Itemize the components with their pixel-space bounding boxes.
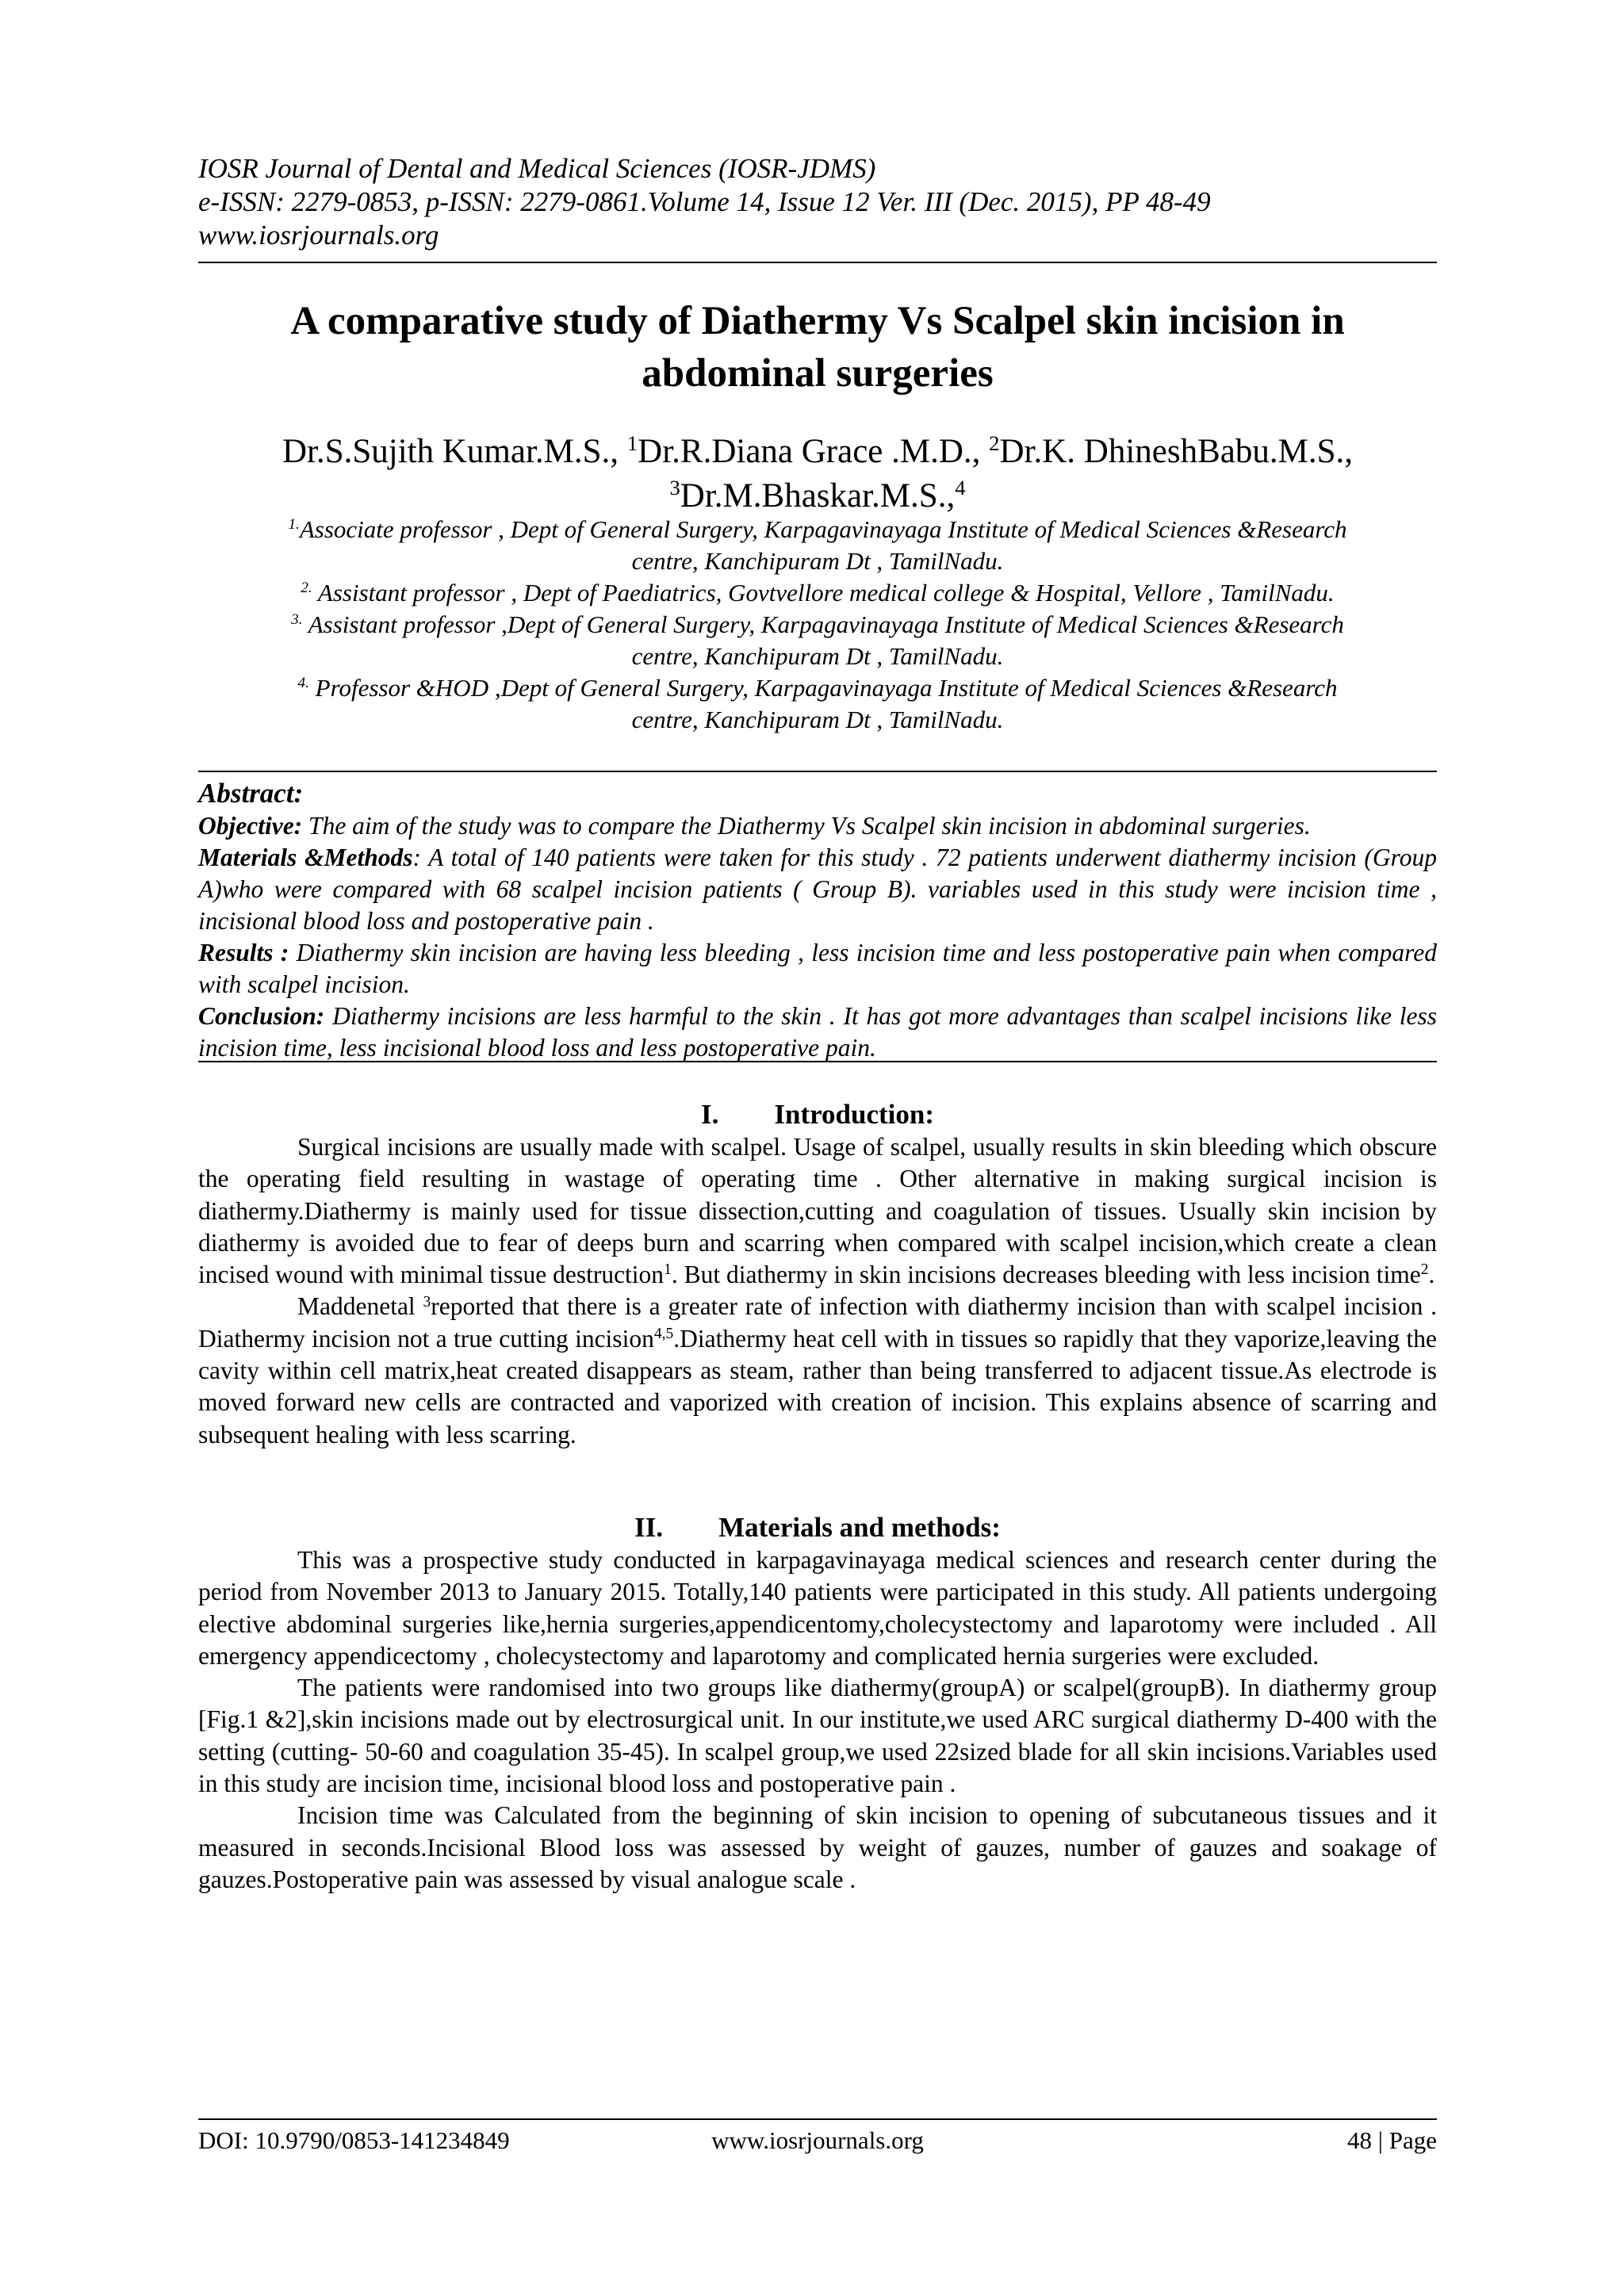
section-title: Introduction: bbox=[774, 1099, 934, 1130]
section-number: II. bbox=[634, 1512, 664, 1543]
paragraph-text: .Diathermy heat cell with in tissues so rapidly that they vaporize,leaving the cavity within cell matrix,heat created disappears as steam, rather than being transferred to adjacent tissue.As electrode is moved forward new cells are contracted and vaporized with creation of incision. This explains absence of scarring and subsequent healing with less scarring. bbox=[198, 1324, 1438, 1448]
author-superscript: 3 bbox=[669, 476, 680, 500]
author-line-2 bbox=[198, 474, 1437, 519]
results-label: Results : bbox=[198, 939, 289, 966]
methods-paragraph-3: Incision time was Calculated from the beginning of skin incision to opening of subcutaneous tissues and it measured in seconds.Incisional Blood loss was assessed by weight of gauzes, number of gauzes and soakage of gauzes.Postoperative pain was assessed by visual analogue scale . bbox=[198, 1801, 1437, 1893]
methods-heading bbox=[198, 1511, 1437, 1544]
footer-rule bbox=[198, 2118, 1437, 2120]
section-number: I. bbox=[701, 1099, 719, 1130]
paper-title-line-2: abdominal surgeries bbox=[642, 351, 994, 396]
methods-label: Materials &Methods bbox=[198, 844, 413, 871]
abstract-results bbox=[198, 937, 1437, 1001]
introduction-body bbox=[198, 1131, 1437, 1451]
citation-superscript: 3 bbox=[423, 1293, 431, 1311]
introduction-paragraph-1 bbox=[198, 1131, 1437, 1291]
affiliations bbox=[198, 514, 1437, 736]
methods-paragraph-2: The patients were randomised into two groups like diathermy(groupA) or scalpel(groupB). In diathermy group [Fig.1 &2],skin incisions made out by electrosurgical unit. In our institute,we used ARC surgical diathermy D-400 with the setting (cutting- 50-60 and coagulation 35-45). In scalpel group,we used 22sized blade for all skin incisions.Variables used in this study are incision time, incisional blood loss and postoperative pain . bbox=[198, 1674, 1437, 1798]
objective-label: Objective: bbox=[198, 812, 303, 840]
affiliation-3 bbox=[198, 609, 1437, 641]
affiliation-4 bbox=[198, 672, 1437, 704]
affiliation-text: Assistant professor , Dept of Paediatrics, Govtvellore medical college & Hospital, Vellore , TamilNadu. bbox=[312, 579, 1335, 607]
abstract-top-rule bbox=[198, 771, 1437, 772]
paragraph-text: . But diathermy in skin incisions decreases bleeding with less incision time bbox=[671, 1261, 1421, 1289]
citation-superscript: 1 bbox=[664, 1261, 672, 1279]
citation-superscript: 2 bbox=[1420, 1261, 1429, 1279]
author-line-1 bbox=[198, 430, 1437, 474]
abstract-block bbox=[198, 777, 1437, 1064]
citation-superscript: 4,5 bbox=[653, 1326, 674, 1343]
conclusion-text: Diathermy incisions are less harmful to the skin . It has got more advantages than scalpel incisions like less incision time, less incisional blood loss and less postoperative pain. bbox=[198, 1002, 1437, 1062]
author-1: Dr.S.Sujith Kumar.M.S., bbox=[282, 433, 627, 470]
abstract-objective bbox=[198, 810, 1437, 842]
affiliation-1 bbox=[198, 514, 1437, 545]
author-list bbox=[198, 430, 1437, 519]
affiliation-2 bbox=[198, 577, 1437, 609]
introduction-paragraph-2 bbox=[198, 1291, 1437, 1450]
section-title: Materials and methods: bbox=[718, 1512, 1001, 1543]
paper-title bbox=[198, 295, 1437, 400]
objective-text: The aim of the study was to compare the Diathermy Vs Scalpel skin incision in abdominal surgeries. bbox=[302, 812, 1311, 840]
affiliation-3-line-2: centre, Kanchipuram Dt , TamilNadu. bbox=[631, 642, 1004, 670]
header-rule bbox=[198, 262, 1437, 263]
abstract-conclusion bbox=[198, 1001, 1437, 1064]
affiliation-number: 2. bbox=[301, 580, 312, 597]
footer-website: www.iosrjournals.org bbox=[711, 2126, 924, 2154]
affiliation-number: 3. bbox=[291, 611, 303, 629]
affiliation-number: 4. bbox=[297, 675, 309, 692]
methods-text: : A total of 140 patients were taken for this study . 72 patients underwent diathermy incision (Group A)who were compared with 68 scalpel incision patients ( Group B). variables used in this study were incision time , incisional blood loss and postoperative pain . bbox=[198, 844, 1437, 935]
author-2: Dr.R.Diana Grace .M.D., bbox=[638, 433, 990, 470]
abstract-methods bbox=[198, 842, 1437, 937]
conclusion-label: Conclusion: bbox=[198, 1002, 325, 1030]
affiliation-text: Assistant professor ,Dept of General Surgery, Karpagavinayaga Institute of Medical Sciences &Research bbox=[302, 610, 1344, 638]
paragraph-text: . bbox=[1428, 1261, 1435, 1289]
methods-body bbox=[198, 1544, 1437, 1896]
paper-title-line-1: A comparative study of Diathermy Vs Scalpel skin incision in bbox=[290, 299, 1345, 343]
journal-name: IOSR Journal of Dental and Medical Sciences (IOSR-JDMS) bbox=[198, 153, 876, 184]
journal-header bbox=[198, 152, 1437, 252]
introduction-heading bbox=[198, 1098, 1437, 1131]
footer-page-number: 48 | Page bbox=[1347, 2126, 1437, 2154]
author-4: Dr.M.Bhaskar.M.S., bbox=[680, 477, 956, 515]
journal-website: www.iosrjournals.org bbox=[198, 220, 439, 251]
affiliation-4-line-2: centre, Kanchipuram Dt , TamilNadu. bbox=[631, 706, 1004, 733]
footer-doi: DOI: 10.9790/0853-141234849 bbox=[198, 2126, 510, 2154]
paragraph-text: reported that there is a greater rate of infection with diathermy incision than with scalpel incision . Diathermy incision not a true cutting incision bbox=[198, 1292, 1438, 1353]
author-superscript: 4 bbox=[955, 476, 966, 500]
abstract-heading: Abstract: bbox=[198, 778, 304, 809]
journal-issn: e-ISSN: 2279-0853, p-ISSN: 2279-0861.Volume 14, Issue 12 Ver. III (Dec. 2015), PP 48-49 bbox=[198, 186, 1211, 217]
abstract-bottom-rule bbox=[198, 1061, 1437, 1062]
affiliation-number: 1. bbox=[288, 516, 300, 534]
affiliation-text: Professor &HOD ,Dept of General Surgery, Karpagavinayaga Institute of Medical Sciences &Research bbox=[308, 674, 1338, 702]
paragraph-text: Surgical incisions are usually made with scalpel. Usage of scalpel, usually results in skin bleeding which obscure the operating field resulting in wastage of operating time . Other alternative in making surgical incision is diathermy.Diathermy is mainly used for tissue dissection,cutting and coagulation of tissues. Usually skin incision by diathermy is avoided due to fear of deeps burn and scarring when compared with scalpel incision,which create a clean incised wound with minimal tissue destruction bbox=[198, 1133, 1437, 1289]
results-text: Diathermy skin incision are having less bleeding , less incision time and less postoperative pain when compared with scalpel incision. bbox=[198, 939, 1437, 998]
affiliation-1-line-2: centre, Kanchipuram Dt , TamilNadu. bbox=[631, 547, 1004, 575]
methods-paragraph-1: This was a prospective study conducted in karpagavinayaga medical sciences and research center during the period from November 2013 to January 2015. Totally,140 patients were participated in this study. All patients undergoing elective abdominal surgeries like,hernia surgeries,appendicentomy,cholecystectomy and laparotomy were included . All emergency appendicectomy , cholecystectomy and laparotomy and complicated hernia surgeries were excluded. bbox=[198, 1546, 1437, 1670]
author-3: Dr.K. DhineshBabu.M.S., bbox=[999, 433, 1354, 470]
author-superscript: 2 bbox=[989, 431, 1000, 456]
paragraph-text: Maddenetal bbox=[297, 1292, 423, 1321]
author-superscript: 1 bbox=[626, 431, 638, 456]
affiliation-text: Associate professor , Dept of General Surgery, Karpagavinayaga Institute of Medical Sciences &Research bbox=[299, 515, 1347, 543]
